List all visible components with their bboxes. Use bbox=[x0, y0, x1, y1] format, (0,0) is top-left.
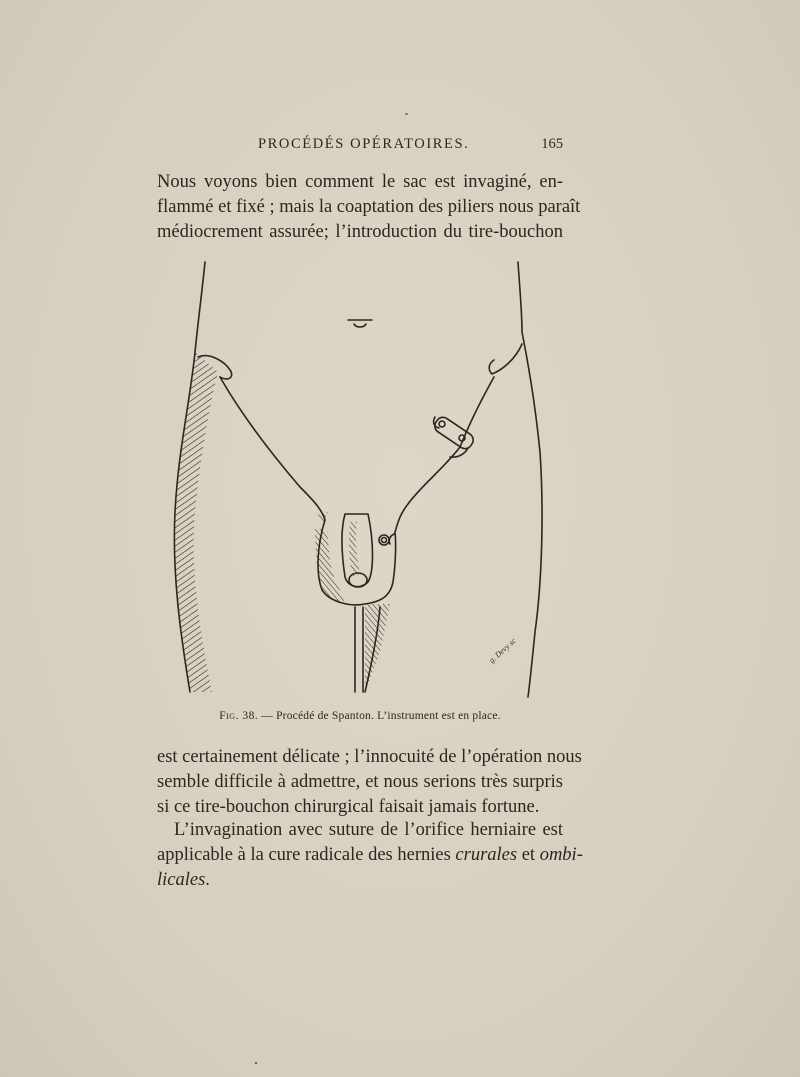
text-line: L’invagination avec suture de l’orifice herniaire est bbox=[174, 820, 563, 840]
text-line: est certainement délicate ; l’innocuité de l’opération nous bbox=[157, 747, 582, 767]
paragraph-2 bbox=[157, 745, 582, 820]
ink-speck bbox=[255, 1062, 257, 1064]
running-title: PROCÉDÉS OPÉRATOIRES. bbox=[258, 136, 470, 152]
text-line: si ce tire-bouchon chirurgical faisait jamais fortune. bbox=[157, 797, 540, 817]
italic-term: crurales bbox=[455, 845, 518, 865]
paragraph-3 bbox=[157, 818, 583, 893]
italic-term: licales bbox=[157, 870, 206, 890]
text-segment: applicable à la cure radicale des hernies bbox=[157, 845, 456, 865]
text-line: semble difficile à admettre, et nous serions très surpris bbox=[157, 772, 563, 792]
text-segment: et bbox=[517, 845, 540, 865]
text-line: Nous voyons bien comment le sac est invaginé, en- bbox=[157, 172, 563, 192]
engraver-signature: g. Devy sc bbox=[487, 636, 518, 665]
italic-term: ombi- bbox=[539, 845, 583, 865]
page-number: 165 bbox=[541, 136, 563, 152]
figure-caption bbox=[157, 710, 563, 722]
text-line bbox=[157, 868, 563, 893]
text-line: flammé et fixé ; mais la coaptation des piliers nous paraît bbox=[157, 197, 581, 217]
anatomical-engraving-icon bbox=[150, 252, 570, 702]
text-line bbox=[157, 843, 583, 868]
running-head bbox=[258, 136, 563, 156]
figure-label: Fig. 38. bbox=[219, 710, 259, 722]
text-segment: . bbox=[205, 870, 210, 890]
paragraph-1 bbox=[157, 170, 581, 245]
text-line: médiocrement assurée; l’introduction du tire-bouchon bbox=[157, 222, 563, 242]
ink-speck bbox=[405, 113, 408, 115]
figure-caption-text: — Procédé de Spanton. L’instrument est en place. bbox=[261, 710, 501, 722]
